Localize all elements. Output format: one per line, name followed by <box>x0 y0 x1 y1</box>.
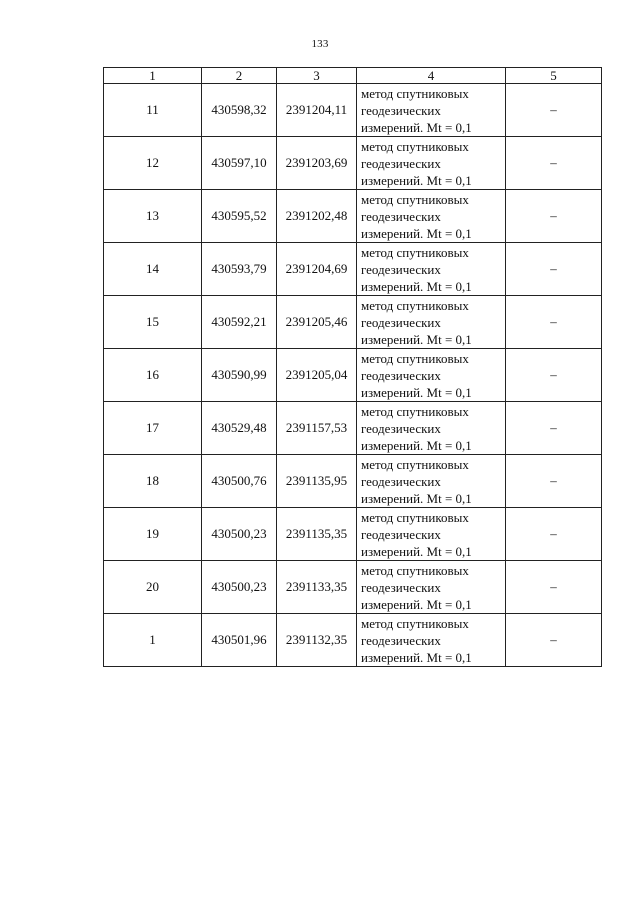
point-number: 16 <box>104 349 202 402</box>
method-line: геодезических <box>361 632 441 648</box>
method-line: геодезических <box>361 261 441 277</box>
page-number: 133 <box>311 38 329 50</box>
method-cell <box>357 455 506 508</box>
method-line: измерений. Mt = 0,1 <box>361 437 472 453</box>
point-number: 13 <box>104 190 202 243</box>
header-col-5: 5 <box>506 68 602 84</box>
coord-x: 430500,76 <box>202 455 277 508</box>
coord-x: 430500,23 <box>202 508 277 561</box>
method-line: геодезических <box>361 102 441 118</box>
method-line: геодезических <box>361 420 441 436</box>
coord-x: 430595,52 <box>202 190 277 243</box>
table-row <box>104 349 602 402</box>
coord-y: 2391204,69 <box>277 243 357 296</box>
point-number: 11 <box>104 84 202 137</box>
method-cell <box>357 561 506 614</box>
point-number: 1 <box>104 614 202 667</box>
method-line: метод спутниковых <box>361 138 469 154</box>
method-cell <box>357 349 506 402</box>
coord-y: 2391135,35 <box>277 508 357 561</box>
table-row <box>104 137 602 190</box>
note-cell: – <box>506 561 602 614</box>
table-row <box>104 614 602 667</box>
coord-x: 430529,48 <box>202 402 277 455</box>
coord-y: 2391203,69 <box>277 137 357 190</box>
note-cell: – <box>506 614 602 667</box>
point-number: 19 <box>104 508 202 561</box>
table-body <box>104 84 602 667</box>
coord-x: 430501,96 <box>202 614 277 667</box>
method-line: измерений. Mt = 0,1 <box>361 596 472 612</box>
method-line: геодезических <box>361 314 441 330</box>
note-cell: – <box>506 137 602 190</box>
note-cell: – <box>506 508 602 561</box>
table-header <box>104 68 602 84</box>
method-line: измерений. Mt = 0,1 <box>361 331 472 347</box>
coord-y: 2391204,11 <box>277 84 357 137</box>
method-line: геодезических <box>361 208 441 224</box>
table-row <box>104 84 602 137</box>
coord-x: 430598,32 <box>202 84 277 137</box>
method-line: метод спутниковых <box>361 562 469 578</box>
method-line: измерений. Mt = 0,1 <box>361 172 472 188</box>
coord-y: 2391132,35 <box>277 614 357 667</box>
method-cell <box>357 296 506 349</box>
method-line: геодезических <box>361 155 441 171</box>
table-row <box>104 190 602 243</box>
header-row <box>104 68 602 84</box>
method-line: измерений. Mt = 0,1 <box>361 384 472 400</box>
coord-x: 430500,23 <box>202 561 277 614</box>
coord-y: 2391202,48 <box>277 190 357 243</box>
coord-y: 2391205,46 <box>277 296 357 349</box>
point-number: 15 <box>104 296 202 349</box>
point-number: 17 <box>104 402 202 455</box>
method-line: метод спутниковых <box>361 85 469 101</box>
header-col-3: 3 <box>277 68 357 84</box>
coord-y: 2391135,95 <box>277 455 357 508</box>
table-row <box>104 243 602 296</box>
method-line: метод спутниковых <box>361 456 469 472</box>
coord-x: 430593,79 <box>202 243 277 296</box>
method-line: метод спутниковых <box>361 191 469 207</box>
method-line: измерений. Mt = 0,1 <box>361 119 472 135</box>
method-line: метод спутниковых <box>361 615 469 631</box>
method-line: метод спутниковых <box>361 244 469 260</box>
note-cell: – <box>506 243 602 296</box>
note-cell: – <box>506 455 602 508</box>
coord-x: 430592,21 <box>202 296 277 349</box>
coordinates-table <box>103 67 602 667</box>
table-row <box>104 296 602 349</box>
method-line: измерений. Mt = 0,1 <box>361 543 472 559</box>
method-cell <box>357 402 506 455</box>
header-col-4: 4 <box>357 68 506 84</box>
method-line: геодезических <box>361 579 441 595</box>
point-number: 20 <box>104 561 202 614</box>
note-cell: – <box>506 190 602 243</box>
method-line: геодезических <box>361 526 441 542</box>
method-line: метод спутниковых <box>361 403 469 419</box>
method-line: измерений. Mt = 0,1 <box>361 649 472 665</box>
table-row <box>104 508 602 561</box>
header-col-2: 2 <box>202 68 277 84</box>
coord-x: 430597,10 <box>202 137 277 190</box>
method-line: метод спутниковых <box>361 509 469 525</box>
table-row <box>104 402 602 455</box>
method-cell <box>357 243 506 296</box>
method-cell <box>357 614 506 667</box>
header-col-1: 1 <box>104 68 202 84</box>
method-line: геодезических <box>361 367 441 383</box>
coord-x: 430590,99 <box>202 349 277 402</box>
method-cell <box>357 137 506 190</box>
point-number: 12 <box>104 137 202 190</box>
method-line: метод спутниковых <box>361 297 469 313</box>
note-cell: – <box>506 402 602 455</box>
method-line: измерений. Mt = 0,1 <box>361 490 472 506</box>
point-number: 14 <box>104 243 202 296</box>
method-line: измерений. Mt = 0,1 <box>361 278 472 294</box>
coord-y: 2391157,53 <box>277 402 357 455</box>
note-cell: – <box>506 84 602 137</box>
coord-y: 2391133,35 <box>277 561 357 614</box>
point-number: 18 <box>104 455 202 508</box>
coord-y: 2391205,04 <box>277 349 357 402</box>
table-row <box>104 561 602 614</box>
method-cell <box>357 190 506 243</box>
note-cell: – <box>506 349 602 402</box>
method-line: метод спутниковых <box>361 350 469 366</box>
table-row <box>104 455 602 508</box>
method-cell <box>357 84 506 137</box>
method-cell <box>357 508 506 561</box>
note-cell: – <box>506 296 602 349</box>
method-line: измерений. Mt = 0,1 <box>361 225 472 241</box>
method-line: геодезических <box>361 473 441 489</box>
